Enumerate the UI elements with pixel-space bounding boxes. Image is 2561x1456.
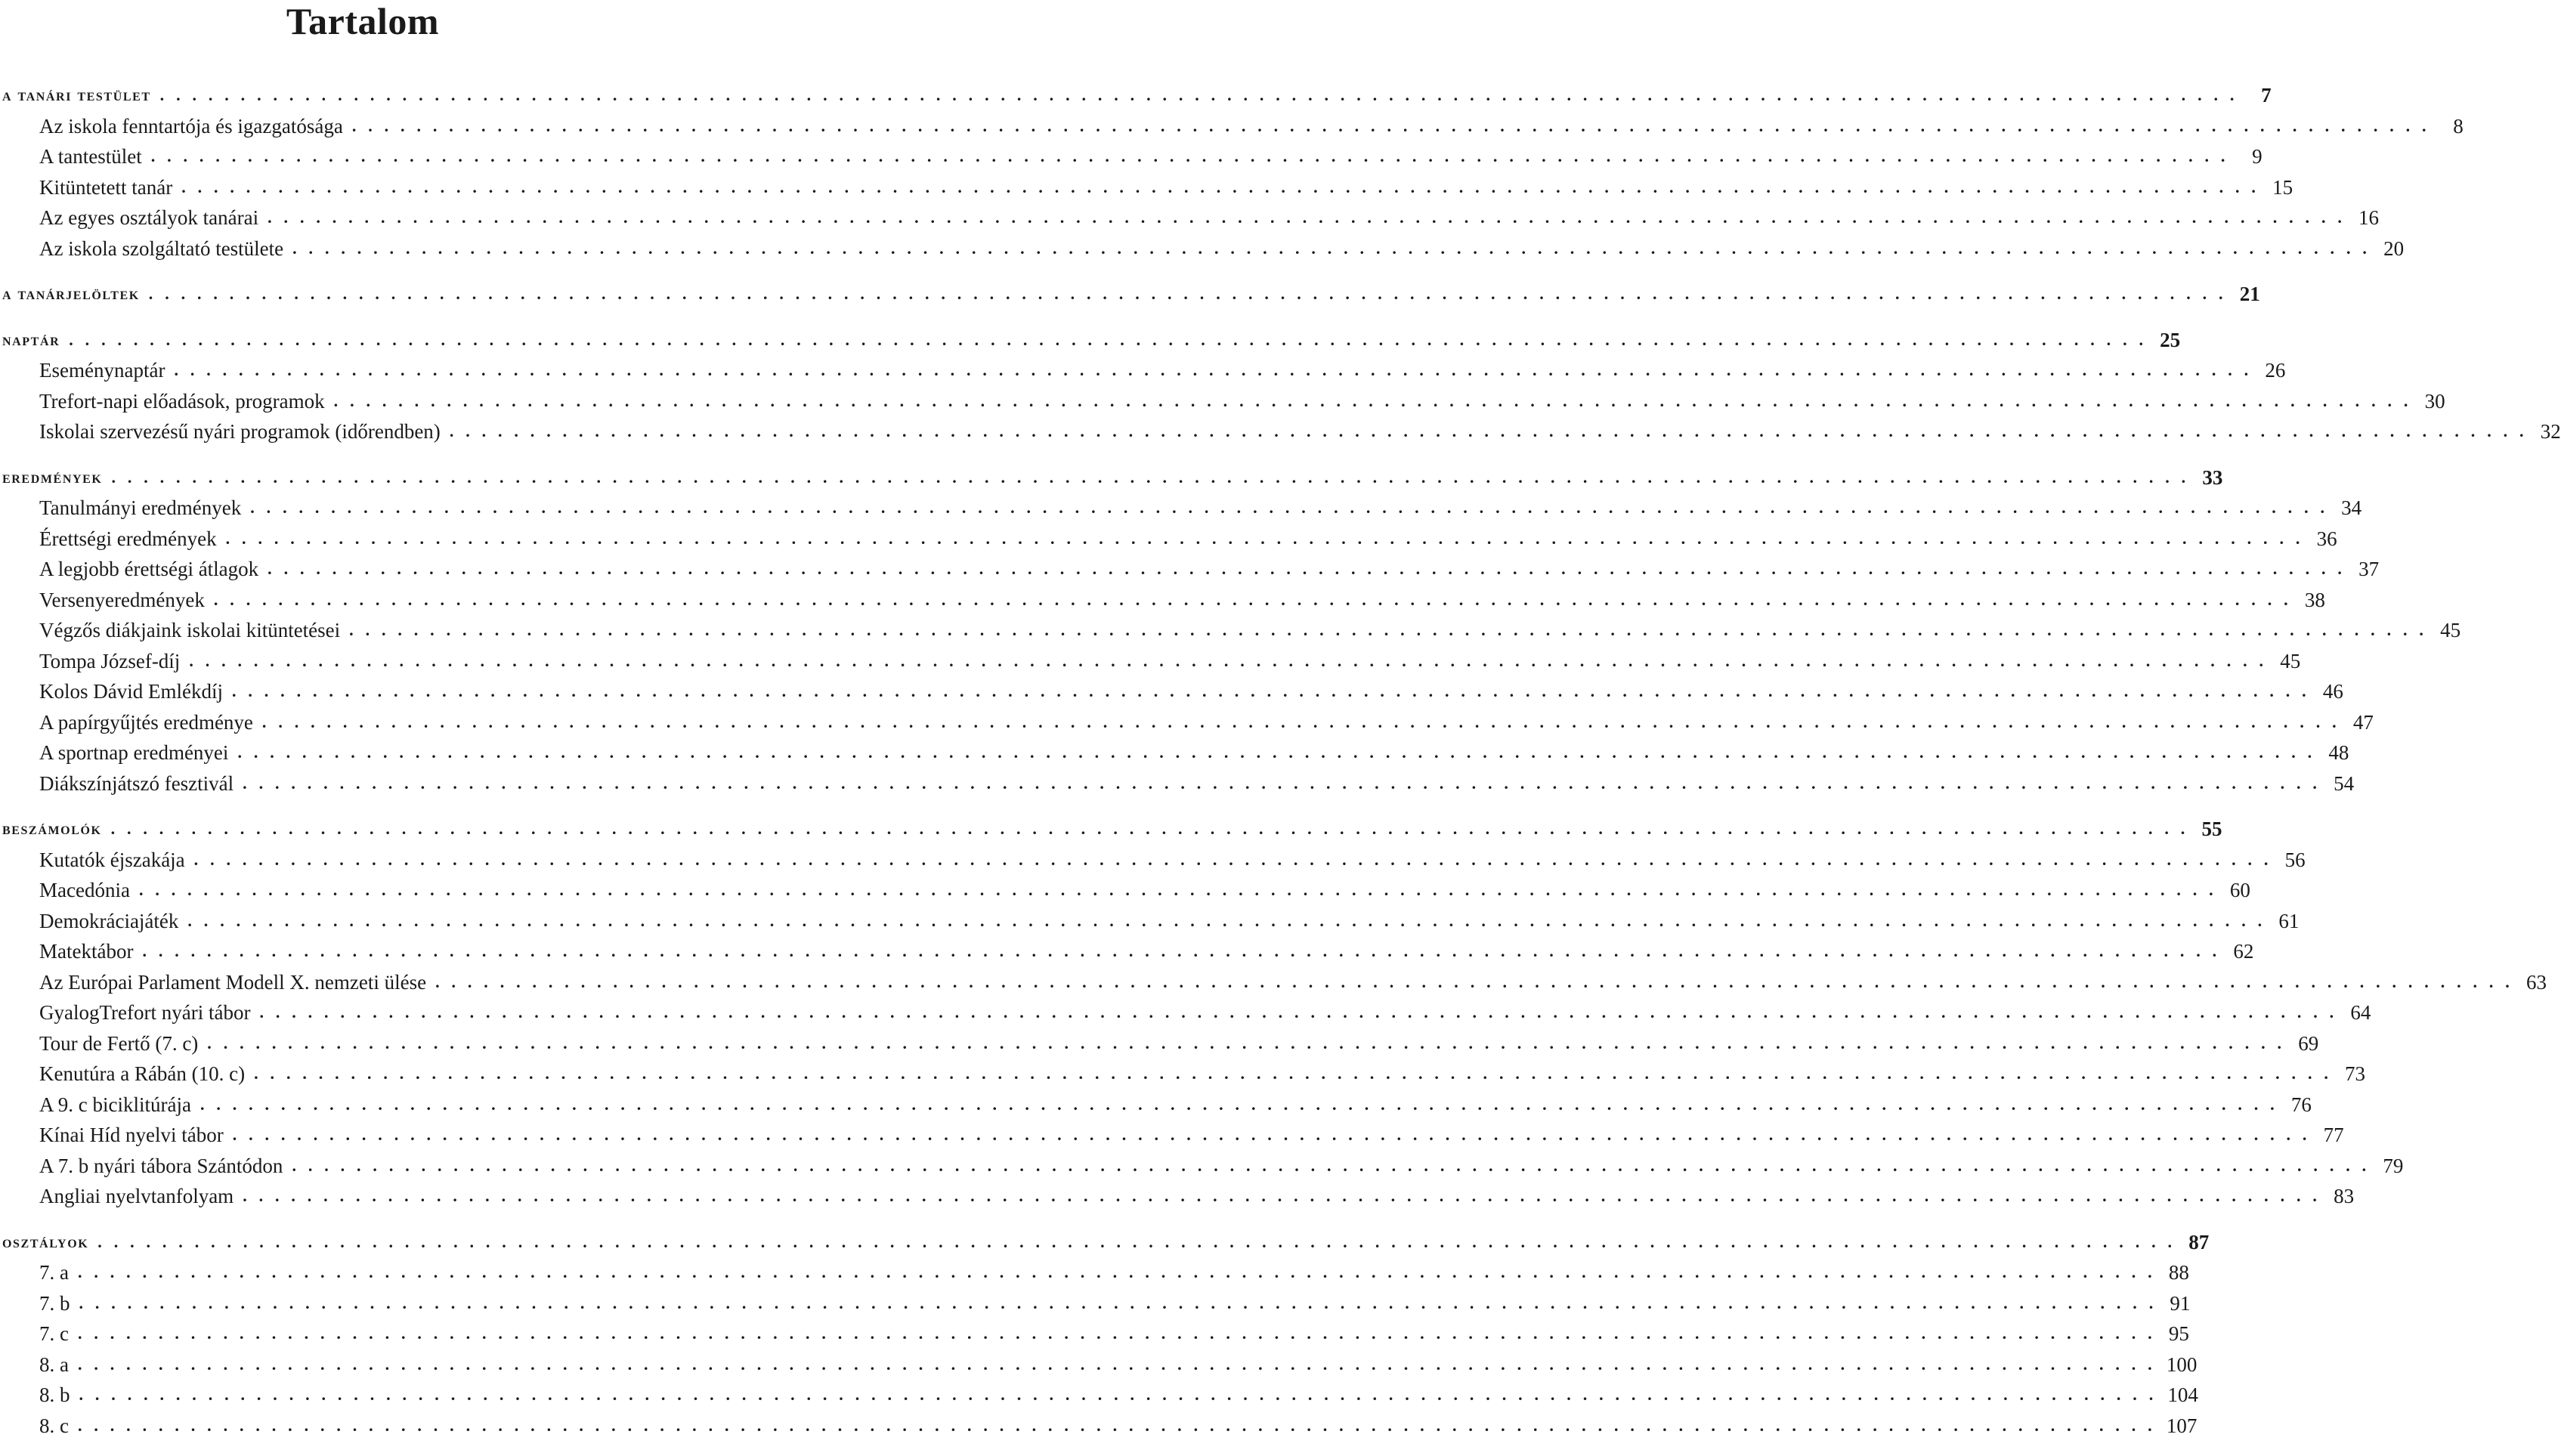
- dot-leader: [292, 1151, 2370, 1181]
- dot-leader: [149, 279, 2227, 309]
- toc-entry-page-number: 91: [2170, 1292, 2191, 1315]
- toc-entry[interactable]: [39, 1151, 2404, 1181]
- dot-leader: [139, 875, 2217, 905]
- toc-entry[interactable]: [39, 1349, 2198, 1380]
- dot-leader: [349, 615, 2427, 645]
- toc-entry-page-number: 34: [2341, 496, 2362, 519]
- toc-entry-title: A 9. c biciklitúrája: [39, 1093, 191, 1116]
- page-title: Tartalom: [286, 0, 440, 42]
- dot-leader: [111, 814, 2189, 844]
- toc-entry[interactable]: [39, 202, 2380, 233]
- toc-section-title: naptár: [2, 330, 60, 349]
- toc-section-page-number: 21: [2239, 283, 2260, 305]
- toc-entry-title: Az iskola fenntartója és igazgatósága: [39, 115, 343, 138]
- toc-entry[interactable]: [39, 845, 2306, 875]
- toc-entry[interactable]: [39, 707, 2374, 737]
- toc-entry[interactable]: [39, 646, 2301, 676]
- toc-entry-page-number: 77: [2323, 1124, 2344, 1146]
- toc-entry[interactable]: [39, 1318, 2189, 1349]
- toc-entry-page-number: 26: [2265, 359, 2286, 382]
- toc-section-title: beszámolók: [2, 819, 102, 838]
- toc-entry-page-number: 79: [2383, 1155, 2404, 1177]
- toc-entry-title: 7. c: [39, 1322, 69, 1345]
- toc-entry[interactable]: [39, 524, 2337, 554]
- dot-leader: [232, 676, 2310, 706]
- toc-section-heading[interactable]: [2, 80, 2272, 110]
- dot-leader: [352, 111, 2430, 141]
- toc-entry-page-number: 69: [2298, 1032, 2319, 1055]
- toc-entry-title: Eseménynaptár: [39, 359, 165, 382]
- toc-entry-title: Versenyeredmények: [39, 589, 205, 611]
- dot-leader: [268, 202, 2346, 233]
- toc-entry-title: Az egyes osztályok tanárai: [39, 206, 259, 229]
- dot-leader: [79, 1380, 2157, 1410]
- toc-entry-title: Macedónia: [39, 879, 130, 901]
- toc-entry[interactable]: [39, 386, 2445, 416]
- toc-entry-title: 7. b: [39, 1292, 70, 1315]
- toc-entry-title: Iskolai szervezésű nyári programok (időrendben): [39, 420, 441, 443]
- toc-entry-page-number: 107: [2166, 1414, 2198, 1437]
- toc-entry-title: Kutatók éjszakája: [39, 849, 185, 871]
- toc-entry[interactable]: [39, 936, 2254, 966]
- toc-entry-title: 8. b: [39, 1383, 70, 1406]
- dot-leader: [334, 386, 2412, 416]
- toc-entry-page-number: 83: [2334, 1185, 2355, 1207]
- toc-section-heading[interactable]: [2, 814, 2222, 844]
- toc-entry-title: 7. a: [39, 1261, 69, 1284]
- dot-leader: [243, 768, 2321, 799]
- toc-entry[interactable]: [39, 1257, 2189, 1288]
- toc-entry-page-number: 88: [2168, 1261, 2189, 1284]
- dot-leader: [194, 845, 2272, 875]
- toc-entry-title: 8. c: [39, 1414, 69, 1437]
- toc-entry-title: A 7. b nyári tábora Szántódon: [39, 1155, 283, 1177]
- dot-leader: [292, 233, 2371, 264]
- toc-entry-page-number: 63: [2526, 971, 2547, 994]
- dot-leader: [254, 1059, 2332, 1089]
- toc-entry-page-number: 61: [2278, 910, 2300, 932]
- toc-section-page-number: 25: [2160, 329, 2181, 351]
- dot-leader: [207, 1028, 2285, 1059]
- dot-leader: [187, 906, 2266, 936]
- dot-leader: [450, 416, 2528, 447]
- toc-section-page-number: 7: [2261, 84, 2272, 107]
- toc-section-title: eredmények: [2, 468, 103, 487]
- toc-entry-page-number: 95: [2168, 1322, 2189, 1345]
- toc-entry-page-number: 38: [2304, 589, 2325, 611]
- toc-entry[interactable]: [39, 172, 2293, 202]
- toc-entry[interactable]: [39, 737, 2349, 768]
- dot-leader: [79, 1288, 2157, 1318]
- dot-leader: [243, 1181, 2321, 1211]
- toc-entry[interactable]: [39, 111, 2464, 141]
- toc-entry-title: Kínai Híd nyelvi tábor: [39, 1124, 224, 1146]
- toc-entry-title: GyalogTrefort nyári tábor: [39, 1001, 251, 1024]
- toc-entry[interactable]: [39, 1120, 2344, 1150]
- toc-entry[interactable]: [39, 875, 2250, 905]
- dot-leader: [78, 1257, 2156, 1288]
- toc-entry-title: A tantestület: [39, 145, 142, 168]
- toc-entry-title: Tompa József-díj: [39, 650, 181, 672]
- toc-section-heading[interactable]: [2, 1227, 2210, 1257]
- toc-entry-title: A sportnap eredményei: [39, 741, 229, 764]
- toc-entry[interactable]: [39, 1028, 2319, 1059]
- toc-entry-page-number: 32: [2540, 420, 2561, 443]
- toc-entry[interactable]: [39, 615, 2461, 645]
- toc-entry-page-number: 100: [2166, 1353, 2198, 1376]
- toc-entry[interactable]: [39, 1181, 2355, 1211]
- toc-entry-page-number: 54: [2334, 772, 2355, 795]
- toc-entry-page-number: 48: [2328, 741, 2349, 764]
- toc-entry-title: Angliai nyelvtanfolyam: [39, 1185, 234, 1207]
- dot-leader: [189, 646, 2267, 676]
- dot-leader: [111, 462, 2189, 493]
- dot-leader: [259, 997, 2337, 1028]
- toc-entry-title: Az Európai Parlament Modell X. nemzeti ülése: [39, 971, 427, 994]
- dot-leader: [142, 936, 2220, 966]
- toc-entry[interactable]: [39, 1380, 2198, 1410]
- toc-entry-page-number: 16: [2358, 206, 2380, 229]
- toc-entry[interactable]: [39, 997, 2371, 1028]
- toc-entry-page-number: 46: [2322, 680, 2343, 703]
- dot-leader: [200, 1090, 2278, 1120]
- dot-leader: [151, 141, 2229, 172]
- toc-section-title: osztályok: [2, 1232, 89, 1251]
- toc-entry-page-number: 64: [2350, 1001, 2371, 1024]
- toc-entry-page-number: 60: [2229, 879, 2250, 901]
- toc-entry-page-number: 45: [2440, 619, 2461, 641]
- toc-entry-title: Kolos Dávid Emlékdíj: [39, 680, 223, 703]
- toc-entry-page-number: 37: [2358, 558, 2380, 580]
- dot-leader: [97, 1227, 2176, 1257]
- toc-entry[interactable]: [39, 967, 2547, 997]
- dot-leader: [268, 554, 2346, 584]
- dot-leader: [214, 585, 2292, 615]
- toc-entry[interactable]: [39, 554, 2380, 584]
- toc-section-page-number: 87: [2188, 1231, 2210, 1254]
- toc-entry-page-number: 30: [2424, 390, 2445, 413]
- toc-entry[interactable]: [39, 1411, 2198, 1441]
- toc-entry-page-number: 45: [2280, 650, 2301, 672]
- toc-entry-title: A papírgyűjtés eredménye: [39, 711, 253, 734]
- toc-entry-title: Diákszínjátszó fesztivál: [39, 772, 234, 795]
- toc-entry-title: A legjobb érettségi átlagok: [39, 558, 259, 580]
- toc-entry[interactable]: [39, 493, 2362, 523]
- toc-section-page-number: 55: [2201, 818, 2222, 840]
- toc-entry[interactable]: [39, 676, 2343, 706]
- toc-entry-title: Érettségi eredmények: [39, 527, 217, 550]
- dot-leader: [250, 493, 2328, 523]
- toc-section-page-number: 33: [2202, 466, 2223, 489]
- toc-entry[interactable]: [39, 355, 2286, 385]
- dot-leader: [69, 325, 2147, 355]
- toc-entry[interactable]: [39, 233, 2405, 264]
- toc-entry-page-number: 47: [2352, 711, 2374, 734]
- dot-leader: [174, 355, 2252, 385]
- toc-entry-page-number: 8: [2453, 115, 2464, 138]
- toc-entry-title: Kitüntetett tanár: [39, 176, 173, 199]
- toc-entry-title: Az iskola szolgáltató testülete: [39, 237, 284, 260]
- toc-entry-page-number: 20: [2383, 237, 2405, 260]
- dot-leader: [181, 172, 2259, 202]
- toc-section-heading[interactable]: [2, 325, 2181, 355]
- toc-entry-title: Tanulmányi eredmények: [39, 496, 242, 519]
- toc-entry[interactable]: [39, 585, 2325, 615]
- toc-entry-title: Végzős diákjaink iskolai kitüntetései: [39, 619, 341, 641]
- toc-entry[interactable]: [39, 416, 2561, 447]
- dot-leader: [78, 1411, 2156, 1441]
- toc-entry-page-number: 73: [2345, 1062, 2366, 1085]
- toc-entry-title: 8. a: [39, 1353, 69, 1376]
- dot-leader: [435, 967, 2513, 997]
- dot-leader: [233, 1120, 2311, 1150]
- dot-leader: [226, 524, 2304, 554]
- toc-entry-page-number: 9: [2252, 145, 2263, 168]
- dot-leader: [160, 80, 2238, 110]
- toc-section-heading[interactable]: [2, 279, 2260, 309]
- toc-entry-title: Trefort-napi előadások, programok: [39, 390, 325, 413]
- toc-section-heading[interactable]: [2, 462, 2223, 493]
- toc-entry-title: Tour de Fertő (7. c): [39, 1032, 199, 1055]
- toc-entry-page-number: 62: [2233, 940, 2254, 963]
- toc-entry-page-number: 76: [2290, 1093, 2312, 1116]
- toc-entry-page-number: 36: [2316, 527, 2337, 550]
- toc-entry[interactable]: [39, 768, 2355, 799]
- toc-entry[interactable]: [39, 1059, 2366, 1089]
- toc-entry-page-number: 104: [2167, 1383, 2198, 1406]
- dot-leader: [78, 1349, 2156, 1380]
- toc-entry-title: Kenutúra a Rábán (10. c): [39, 1062, 246, 1085]
- toc-entry-title: Matektábor: [39, 940, 134, 963]
- toc-entry[interactable]: [39, 141, 2263, 172]
- dot-leader: [262, 707, 2340, 737]
- dot-leader: [237, 737, 2315, 768]
- toc-entry[interactable]: [39, 906, 2300, 936]
- toc-entry-page-number: 15: [2272, 176, 2293, 199]
- toc-entry-title: Demokráciajáték: [39, 910, 179, 932]
- dot-leader: [78, 1318, 2156, 1349]
- toc-section-title: a tanári testület: [2, 85, 151, 104]
- toc-section-title: a tanárjelöltek: [2, 284, 140, 303]
- toc-entry[interactable]: [39, 1288, 2191, 1318]
- toc-entry[interactable]: [39, 1090, 2312, 1120]
- toc-entry-page-number: 56: [2284, 849, 2306, 871]
